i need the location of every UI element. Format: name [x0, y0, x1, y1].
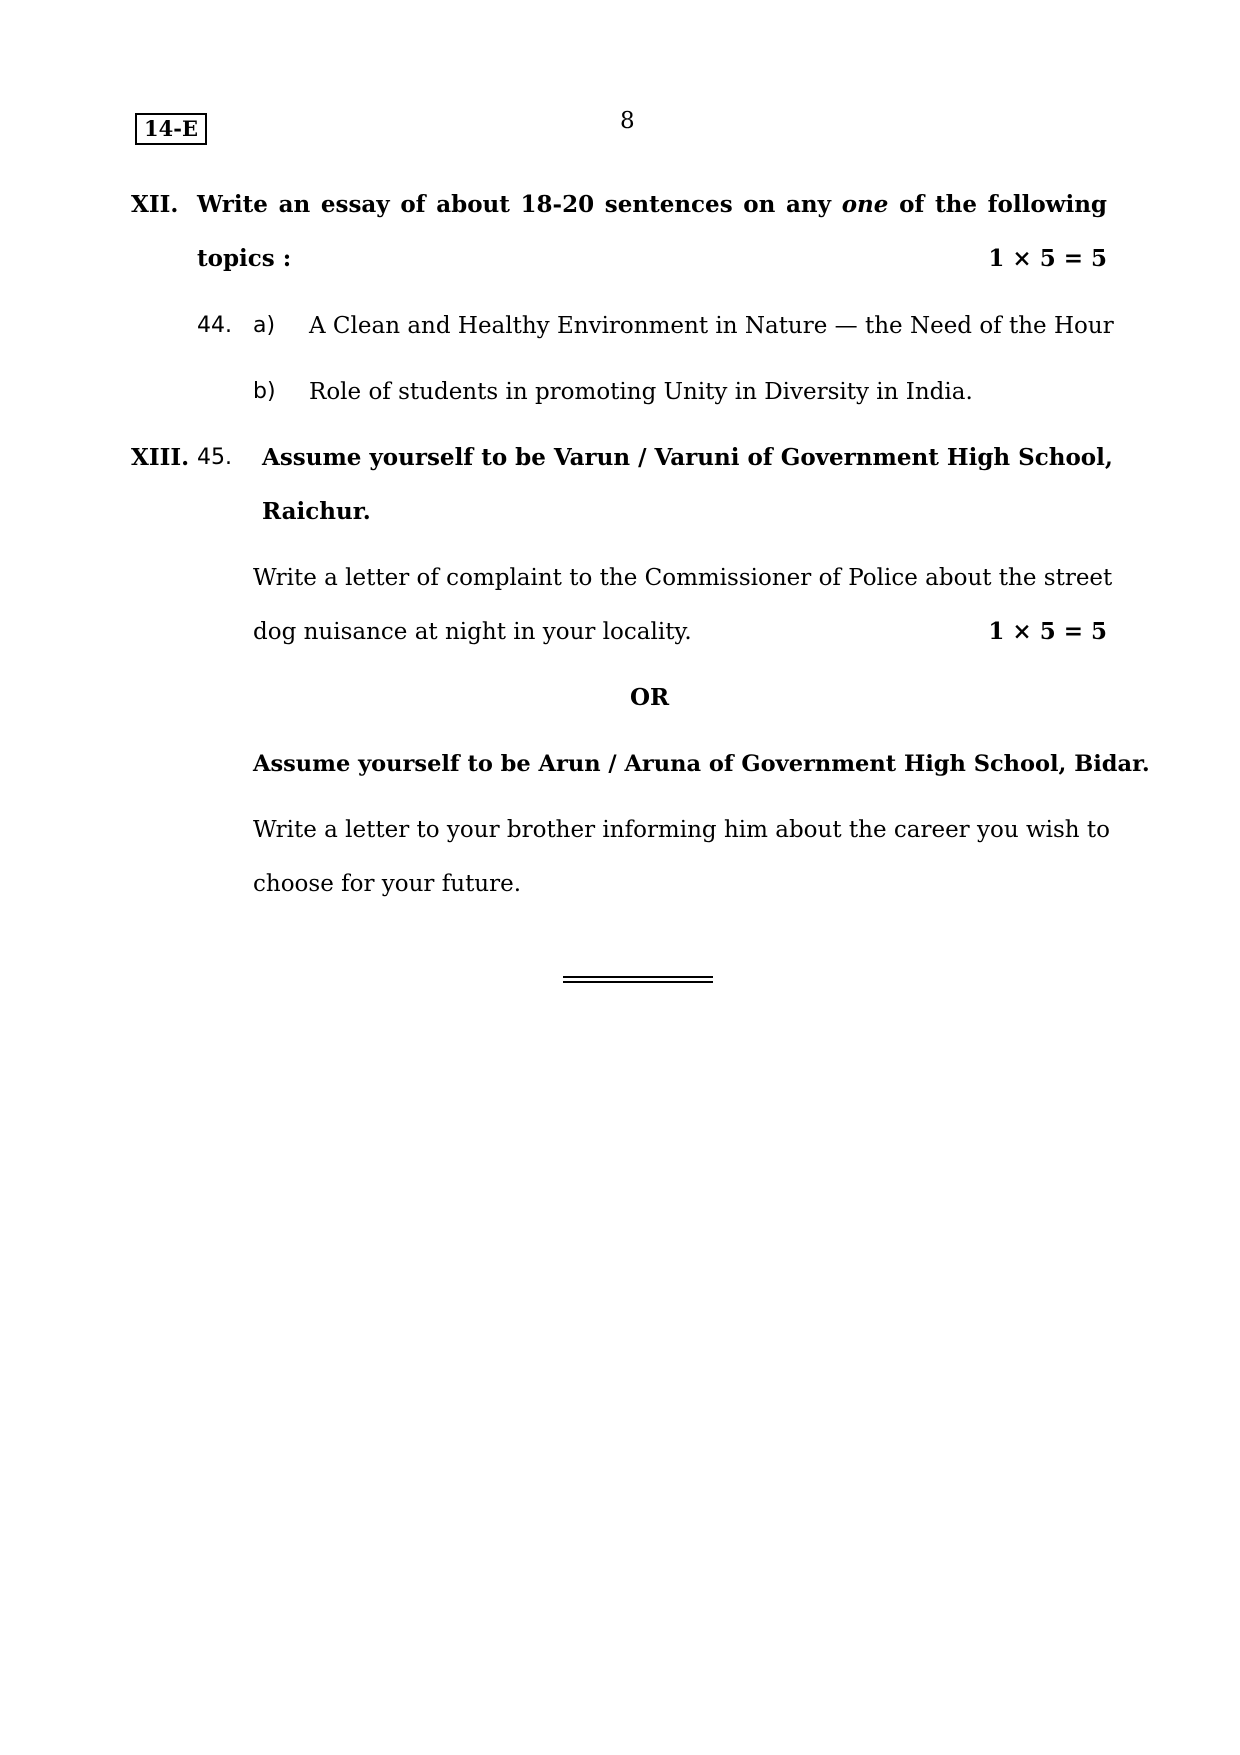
emphasis-one: one: [841, 191, 889, 218]
end-rule-bottom: [563, 981, 713, 983]
option-a-label: a): [253, 313, 276, 338]
paper-code-box: [135, 113, 207, 145]
paper-code: 14-E: [144, 116, 198, 141]
letter-option2-body-line1: Write a letter to your brother informing him about the career you wish to: [253, 817, 1111, 843]
letter-option1-body-line1: Write a letter of complaint to the Commissioner of Police about the street: [253, 565, 1113, 591]
letter-option1-heading-line2: Raichur.: [262, 498, 371, 525]
section-12-instruction-line2: topics :: [197, 245, 292, 272]
letter-option2-heading: Assume yourself to be Arun / Aruna of Government High School, Bidar.: [253, 751, 1150, 777]
page-number: 8: [620, 108, 635, 134]
section-12-instruction-line1: Write an essay of about 18-20 sentences on any one of the following: [197, 191, 1108, 218]
option-a-text: A Clean and Healthy Environment in Nature — the Need of the Hour: [309, 313, 1114, 339]
or-separator: OR: [630, 684, 670, 711]
question-45-number: 45.: [197, 445, 232, 470]
question-44-number: 44.: [197, 313, 232, 338]
letter-option1-heading-line1: Assume yourself to be Varun / Varuni of Government High School,: [262, 444, 1113, 471]
end-rule-top: [563, 976, 713, 978]
letter-option1-body-line2: dog nuisance at night in your locality.: [253, 619, 692, 645]
section-12-numeral: XII.: [131, 191, 179, 218]
option-b-text: Role of students in promoting Unity in Diversity in India.: [309, 379, 973, 405]
section-12-marks: 1 × 5 = 5: [988, 245, 1107, 272]
section-13-numeral: XIII.: [131, 444, 190, 471]
option-b-label: b): [253, 379, 276, 404]
letter-option2-body-line2: choose for your future.: [253, 871, 522, 897]
section-13-marks: 1 × 5 = 5: [988, 618, 1107, 645]
